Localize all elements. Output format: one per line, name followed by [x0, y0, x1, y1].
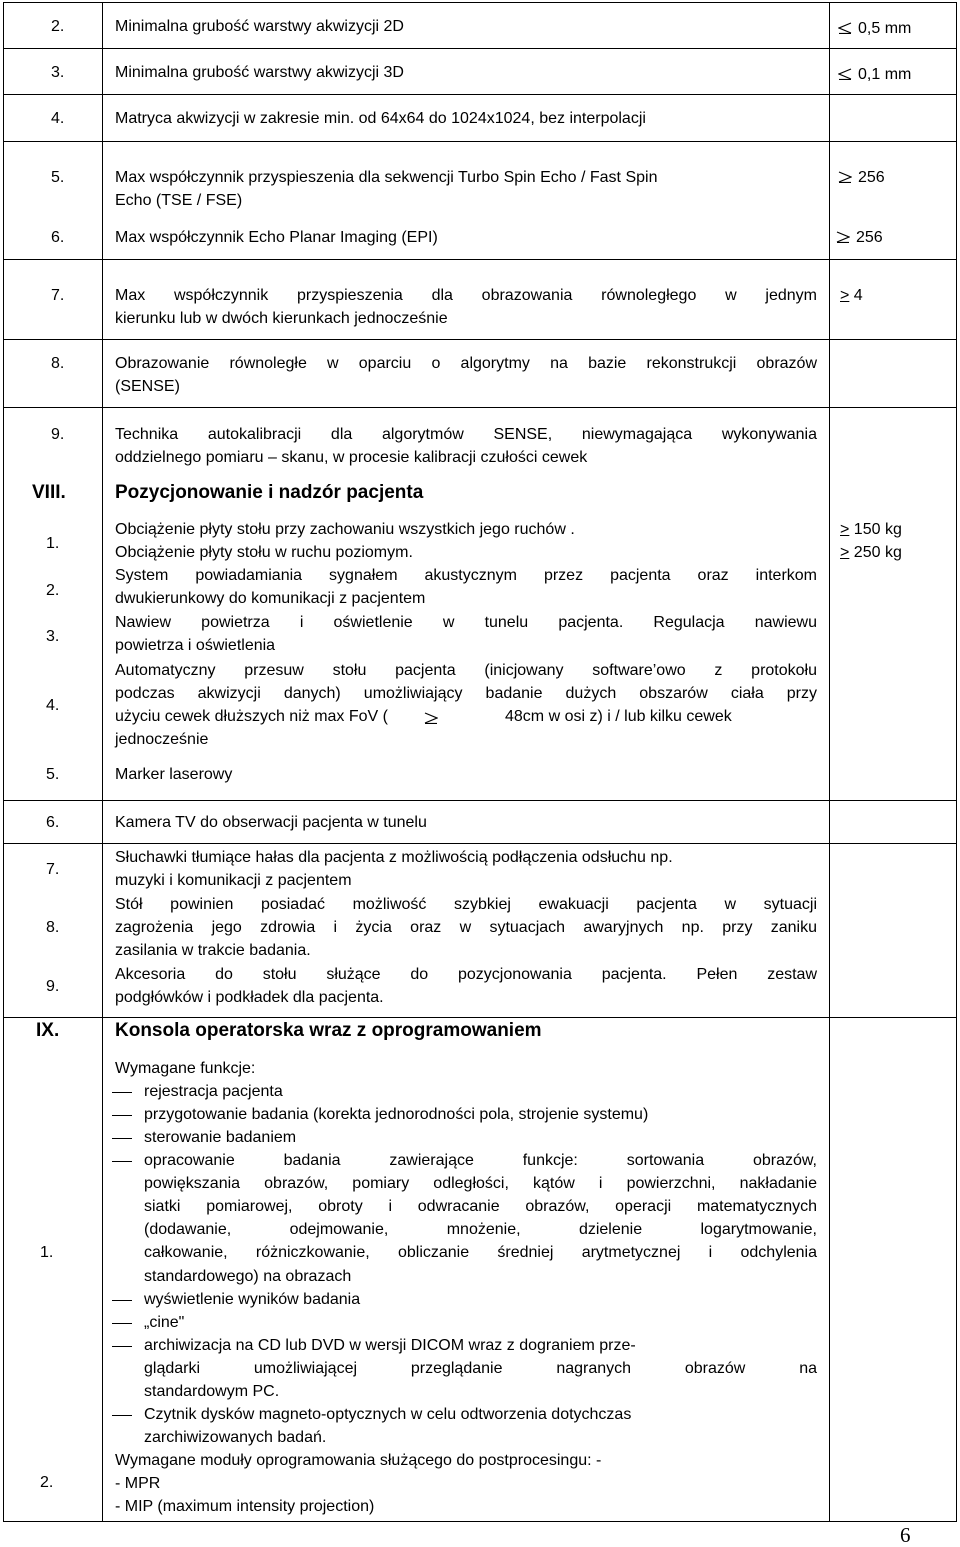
row-number: 9.	[51, 426, 65, 443]
row-text: Obciążenie płyty stołu przy zachowaniu wszystkich jego ruchów .	[115, 521, 575, 538]
list-item-text: wyświetlenie wyników badania	[144, 1291, 361, 1308]
row-number: 3.	[46, 628, 60, 645]
list-item-text: (dodawanie, odejmowanie, mnożenie, dzielenie logarytmowanie,	[144, 1221, 817, 1238]
list-item-text: glądarki umożliwiającej przeglądanie nagranych obrazów na	[144, 1360, 817, 1377]
row-text: Kamera TV do obserwacji pacjenta w tunelu	[115, 814, 427, 831]
row-number: 4.	[51, 110, 65, 127]
row-text: Obciążenie płyty stołu w ruchu poziomym.	[115, 544, 413, 561]
row-text: Obrazowanie równoległe w oparciu o algorytmy na bazie rekonstrukcji obrazów	[115, 355, 817, 372]
ge-sign: >	[840, 521, 850, 538]
row-divider	[3, 259, 956, 260]
less-equal-icon	[838, 22, 852, 34]
list-item-text: siatki pomiarowej, obroty i odwracanie obrazów, operacji matematycznych	[144, 1198, 817, 1215]
section-title: Konsola operatorska wraz z oprogramowaniem	[115, 1020, 542, 1041]
row-text: Wymagane moduły oprogramowania służącego do postprocesingu: -	[115, 1452, 602, 1469]
row-text: Technika autokalibracji dla algorytmów SENSE, niewymagająca wykonywania	[115, 426, 817, 443]
row-text: Stół powinien posiadać możliwość szybkiej ewakuacji pacjenta w sytuacji	[115, 896, 817, 913]
row-text: podgłówków i podkładek dla pacjenta.	[115, 989, 384, 1006]
list-item-text: sterowanie badaniem	[144, 1129, 297, 1146]
ge-sign: >	[840, 544, 850, 561]
greater-equal-icon	[424, 707, 444, 730]
row-number: 2.	[46, 582, 60, 599]
section-number: IX.	[36, 1020, 60, 1041]
list-item-text: zarchiwizowanych badań.	[144, 1429, 327, 1446]
row-divider	[3, 141, 956, 142]
row-number: 3.	[51, 64, 65, 81]
row-text: Minimalna grubość warstwy akwizycji 3D	[115, 64, 404, 81]
row-text: zagrożenia jego zdrowia i życia oraz w sytuacjach awaryjnych np. przy zaniku	[115, 919, 817, 936]
page-number: 6	[900, 1523, 911, 1547]
table-border-top	[3, 2, 956, 3]
row-number: 8.	[51, 355, 65, 372]
row-text: powietrza i oświetlenia	[115, 637, 276, 654]
list-item-text: Czytnik dysków magneto-optycznych w celu odtworzenia dotychczas	[144, 1406, 632, 1423]
list-item-text: standardowego) na obrazach	[144, 1268, 352, 1285]
row-text: Max współczynnik przyspieszenia dla obrazowania równoległego w jednym	[115, 287, 817, 304]
row-value: > 250 kg	[840, 544, 902, 561]
row-text: Echo (TSE / FSE)	[115, 192, 243, 209]
row-text: dwukierunkowy do komunikacji z pacjentem	[115, 590, 426, 607]
row-value: 0,5 mm	[838, 17, 911, 40]
row-number: 5.	[51, 169, 65, 186]
list-intro: Wymagane funkcje:	[115, 1060, 256, 1077]
list-item-text: całkowanie, różniczkowanie, obliczanie średniej arytmetycznej i odchylenia	[144, 1244, 817, 1261]
row-text: Automatyczny przesuw stołu pacjenta (inicjowany software’owo z protokołu	[115, 662, 817, 679]
row-text: kierunku lub w dwóch kierunkach jednocześnie	[115, 310, 448, 327]
row-text: użyciu cewek dłuższych niż max FoV (	[115, 708, 388, 725]
row-number: 2.	[40, 1474, 54, 1491]
row-text: jednocześnie	[115, 731, 209, 748]
row-value: 0,1 mm	[838, 63, 911, 86]
row-text: - MPR	[115, 1475, 161, 1492]
row-divider	[3, 339, 956, 340]
dash-bullet-icon	[112, 1138, 132, 1139]
list-item-text: „cine"	[144, 1314, 185, 1331]
dash-bullet-icon	[112, 1092, 132, 1093]
row-divider	[3, 800, 956, 801]
row-text: - MIP (maximum intensity projection)	[115, 1498, 375, 1515]
row-text: oddzielnego pomiaru – skanu, w procesie kalibracji czułości cewek	[115, 449, 588, 466]
row-number: 7.	[51, 287, 65, 304]
row-text: System powiadamiania sygnałem akustycznym przez pacjenta oraz interkom	[115, 567, 817, 584]
row-divider	[3, 48, 956, 49]
list-item-text: powiększania obrazów, pomiary odległości, kątów i powierzchni, nakładanie	[144, 1175, 817, 1192]
section-title: Pozycjonowanie i nadzór pacjenta	[115, 482, 424, 503]
row-number: 2.	[51, 18, 65, 35]
table-border-bottom	[3, 1521, 956, 1522]
row-divider	[3, 843, 956, 844]
row-text: muzyki i komunikacji z pacjentem	[115, 872, 352, 889]
table-border-left	[3, 2, 4, 1522]
row-number: 5.	[46, 766, 60, 783]
row-value: > 150 kg	[840, 521, 902, 538]
row-divider	[3, 1017, 956, 1018]
column-divider	[102, 2, 103, 1522]
row-value: 256	[836, 226, 883, 249]
list-item-text: przygotowanie badania (korekta jednorodności pola, strojenie systemu)	[144, 1106, 649, 1123]
row-number: 1.	[46, 535, 60, 552]
row-text: Matryca akwizycji w zakresie min. od 64x64 do 1024x1024, bez interpolacji	[115, 110, 646, 127]
row-text: 48cm w osi z) i / lub kilku cewek	[505, 708, 732, 725]
section-number: VIII.	[32, 482, 66, 503]
dash-bullet-icon	[112, 1323, 132, 1324]
row-text: Słuchawki tłumiące hałas dla pacjenta z możliwością podłączenia odsłuchu np.	[115, 849, 673, 866]
row-number: 4.	[46, 697, 60, 714]
greater-equal-icon	[838, 171, 852, 183]
row-text: Max współczynnik przyspieszenia dla sekwencji Turbo Spin Echo / Fast Spin	[115, 169, 658, 186]
row-divider	[3, 407, 956, 408]
row-divider	[3, 94, 956, 95]
column-divider	[829, 2, 830, 1522]
row-number: 6.	[46, 814, 60, 831]
row-text: Akcesoria do stołu służące do pozycjonowania pacjenta. Pełen zestaw	[115, 966, 817, 983]
dash-bullet-icon	[112, 1415, 132, 1416]
list-item-text: standardowym PC.	[144, 1383, 280, 1400]
row-number: 1.	[40, 1244, 54, 1261]
dash-bullet-icon	[112, 1115, 132, 1116]
row-text: zasilania w trakcie badania.	[115, 942, 311, 959]
row-number: 7.	[46, 861, 60, 878]
table-border-right	[956, 2, 957, 1522]
row-text: (SENSE)	[115, 378, 180, 395]
row-text: Nawiew powietrza i oświetlenie w tunelu pacjenta. Regulacja nawiewu	[115, 614, 817, 631]
row-text: Max współczynnik Echo Planar Imaging (EPI)	[115, 229, 438, 246]
row-value: > 4	[840, 287, 863, 304]
dash-bullet-icon	[112, 1161, 132, 1162]
less-equal-icon	[838, 68, 852, 80]
row-value: 256	[838, 166, 885, 189]
row-number: 8.	[46, 919, 60, 936]
row-number: 9.	[46, 978, 60, 995]
ge-sign: >	[840, 287, 850, 304]
row-text: Minimalna grubość warstwy akwizycji 2D	[115, 18, 404, 35]
list-item-text: opracowanie badania zawierające funkcje: sortowania obrazów,	[144, 1152, 817, 1169]
row-text: Marker laserowy	[115, 766, 233, 783]
list-item-text: archiwizacja na CD lub DVD w wersji DICOM wraz z dograniem prze-	[144, 1337, 636, 1354]
dash-bullet-icon	[112, 1346, 132, 1347]
list-item-text: rejestracja pacjenta	[144, 1083, 283, 1100]
row-text: podczas akwizycji danych) umożliwiający badanie dużych obszarów ciała przy	[115, 685, 817, 702]
greater-equal-icon	[836, 231, 850, 243]
row-number: 6.	[51, 229, 65, 246]
dash-bullet-icon	[112, 1300, 132, 1301]
